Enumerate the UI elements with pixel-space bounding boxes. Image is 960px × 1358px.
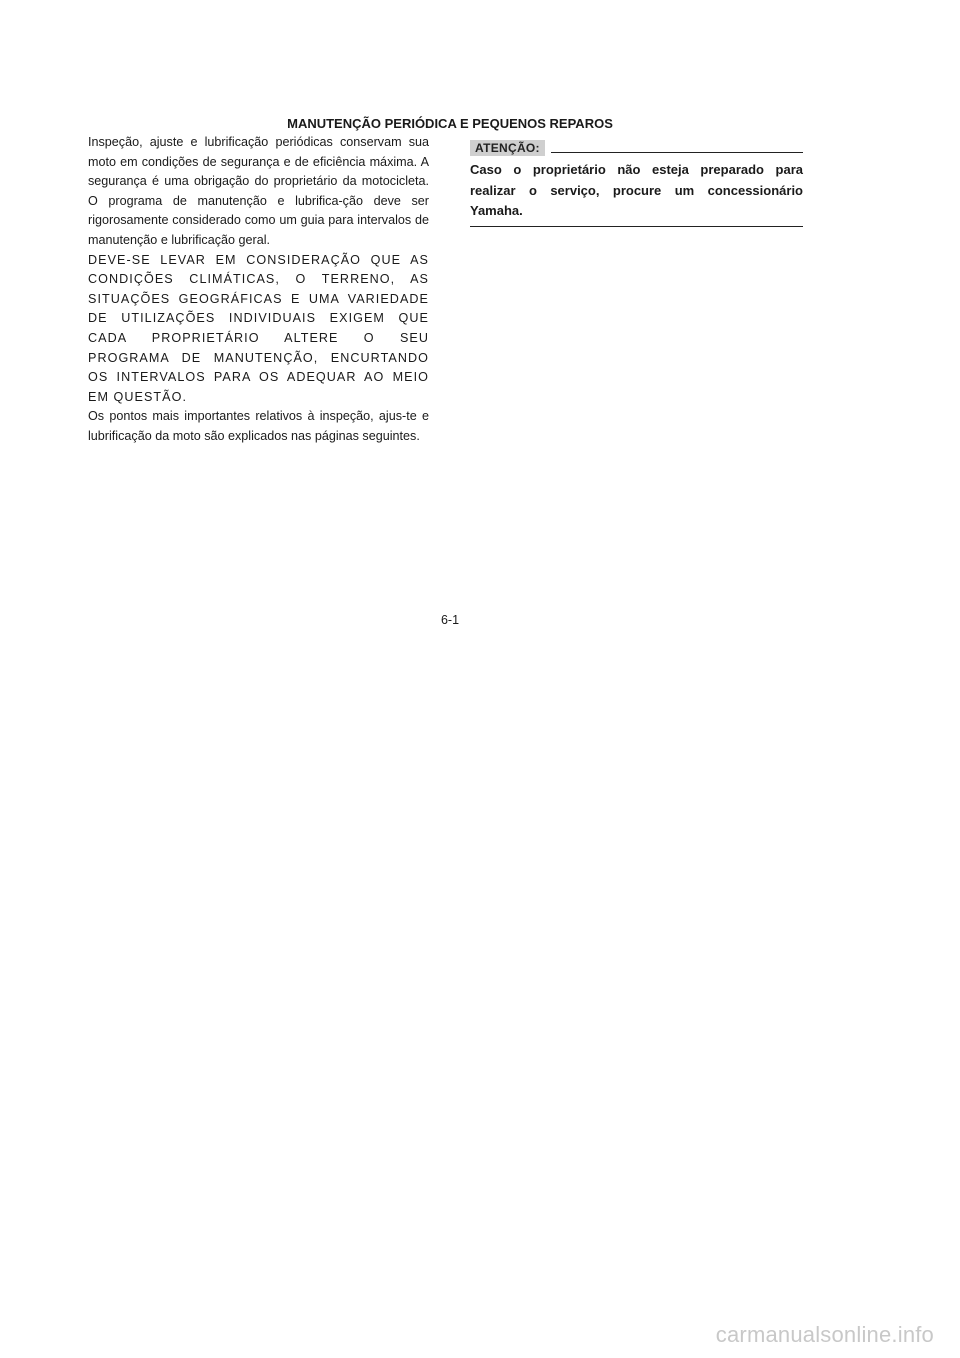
page-number: 6-1: [440, 613, 460, 627]
watermark: carmanualsonline.info: [715, 1322, 934, 1347]
warning-label: ATENÇÃO:: [470, 140, 545, 156]
warning-header: [470, 140, 803, 156]
warning-box: [470, 140, 803, 227]
warning-divider: [551, 152, 803, 153]
closing-paragraph: Os pontos mais importantes relativos à inspeção, ajus-te e lubrificação da moto são explicados nas páginas seguintes.: [88, 409, 429, 443]
warning-text: Caso o proprietário não esteja preparado para realizar o serviço, procure um concessionário Yamaha.: [470, 160, 803, 227]
caps-paragraph: DEVE-SE LEVAR EM CONSIDERAÇÃO QUE AS CONDIÇÕES CLIMÁTICAS, O TERRENO, AS SITUAÇÕES GEOGRÁFICAS E UMA VARIEDADE DE UTILIZAÇÕES INDIVIDUAIS EXIGEM QUE CADA PROPRIETÁRIO ALTERE O SEU PROGRAMA DE MANUTENÇÃO, ENCURTANDO OS INTERVALOS PARA OS ADEQUAR AO MEIO EM QUESTÃO.: [88, 252, 429, 404]
body-text-column: [88, 133, 429, 447]
page-title: MANUTENÇÃO PERIÓDICA E PEQUENOS REPAROS: [287, 116, 613, 131]
intro-paragraph: Inspeção, ajuste e lubrificação periódicas conservam sua moto em condições de segurança e de eficiência máxima. A segurança é uma obrigação do proprietário da motocicleta. O programa de manutenção e lubrifica-ção deve ser rigorosamente considerado como um guia para intervalos de manutenção e lubrificação geral.: [88, 135, 429, 247]
